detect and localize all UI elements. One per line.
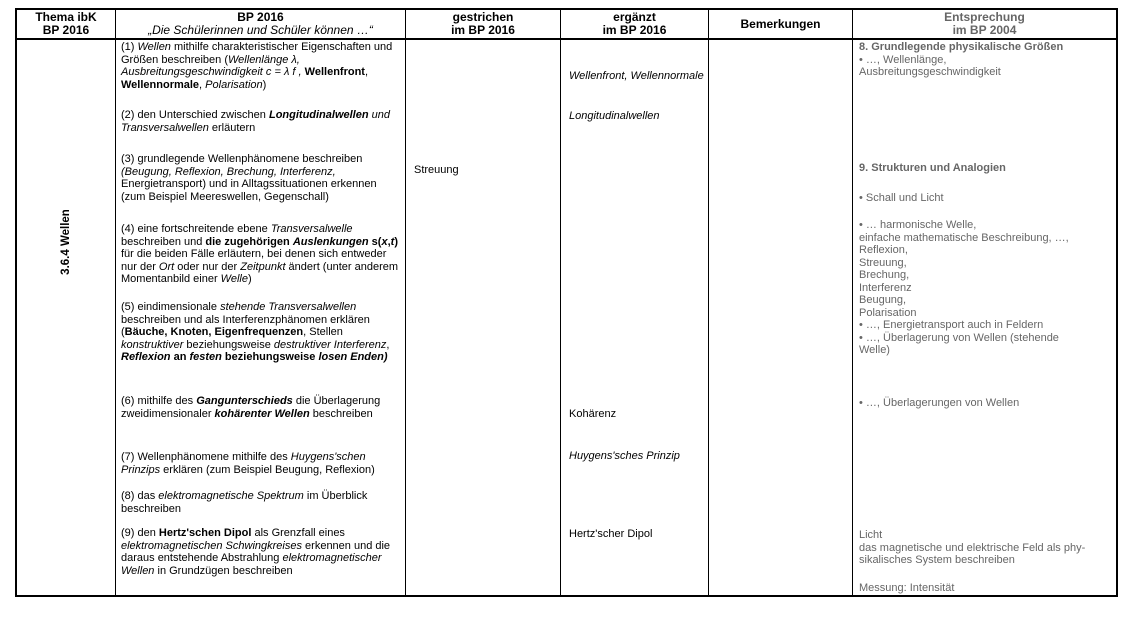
text-segment: (9) den [121, 527, 159, 539]
text-segment: Hertz'schen Dipol [158, 527, 252, 539]
text-segment: als Grenzfall eines [251, 527, 345, 539]
bp2004-line: • …, Wellenlänge, [859, 53, 947, 66]
bp2004-line: Messung: Intensität [859, 582, 955, 594]
text-segment: (1) [121, 41, 138, 53]
text-segment: Auslenkungen [292, 235, 369, 248]
thema-column [17, 40, 115, 595]
text-segment: Wellenlänge λ, Ausbreitungsgeschwindigkeit c = λ f , [121, 53, 302, 78]
header-line: im BP 2004 [952, 23, 1017, 37]
text-segment: ) [247, 273, 252, 285]
header-cell-gestrichen [406, 10, 560, 38]
header-line: gestrichen [452, 10, 514, 24]
text-segment: beschreiben und [121, 235, 206, 248]
header-line: BP 2016 [237, 10, 284, 24]
bp2016-item [121, 109, 401, 134]
header-line: im BP 2016 [451, 23, 515, 37]
text-segment: (4) eine fortschreitende ebene [121, 223, 271, 235]
bp2004-line: • Schall und Licht [859, 192, 944, 204]
bp2004-line: einfache mathematische Beschreibung, …, [859, 231, 1069, 244]
bp2016-column [116, 40, 405, 595]
bp2004-line: 8. Grundlegende physikalische Größen [859, 41, 1064, 53]
text-segment: im Überblick beschreiben [121, 490, 368, 515]
header-line: ergänzt [613, 10, 656, 24]
text-segment: x [381, 235, 388, 248]
bp2004-column [853, 40, 1116, 595]
curriculum-comparison-table [15, 8, 1118, 597]
bp2016-item [121, 490, 401, 515]
header-line: Bemerkungen [740, 16, 821, 31]
header-line: im BP 2016 [602, 23, 667, 37]
header-cell-thema [17, 10, 115, 38]
text-segment: (6) mithilfe des [121, 395, 197, 407]
text-segment: (3) grundlegende Wellenphänomene beschreiben [121, 153, 363, 165]
text-segment: in Grundzügen beschreiben [154, 564, 293, 577]
header-cell-bemerkungen [709, 10, 852, 38]
bp2004-line: Streuung, [859, 256, 907, 269]
text-segment: elektromagnetischen Schwingkreises [121, 539, 302, 552]
text-segment: beziehungsweise [221, 351, 319, 363]
text-segment: elektromagnetischer Wellen [121, 552, 382, 577]
ergaenzt-column [561, 40, 708, 595]
text-segment: , [386, 338, 390, 351]
text-segment: elektromagnetische Spektrum [158, 490, 304, 502]
text-segment: Ort [158, 260, 175, 273]
text-segment: Zeitpunkt [240, 260, 286, 273]
bp2016-item [121, 301, 401, 364]
gestrichen-column [406, 40, 560, 595]
text-segment: die zugehörigen [205, 235, 293, 248]
bp2004-block [859, 529, 1112, 567]
header-cell-entsprechung [853, 10, 1116, 38]
text-segment: , [387, 235, 391, 248]
bp2004-line: Licht [859, 529, 883, 541]
text-segment: mithilfe charakteristischer Eigenschaften und Größen beschreiben ( [121, 41, 393, 66]
text-segment: (7) Wellenphänomene mithilfe des [121, 451, 291, 463]
bp2004-line: • …, Überlagerungen von Wellen [859, 397, 1020, 409]
bp2004-line: Reflexion, [859, 244, 908, 256]
text-segment: an [170, 351, 190, 363]
bp2004-block [859, 41, 1112, 79]
column-entry: Longitudinalwellen [569, 110, 660, 122]
header-subtitle: „Die Schülerinnen und Schüler können …“ [148, 23, 373, 37]
column-entry: Kohärenz [569, 408, 617, 420]
bp2004-block [859, 192, 1112, 205]
text-segment: Reflexion [121, 351, 171, 363]
bp2004-line: 9. Strukturen und Analogien [859, 162, 1006, 174]
text-segment: Wellennormale [121, 78, 200, 91]
text-segment: , [199, 78, 206, 91]
bp2004-block [859, 397, 1112, 410]
text-segment: Gangunterschieds [196, 395, 293, 407]
text-segment: und Transversalwellen [121, 109, 390, 134]
text-segment: beschreiben und als Interferenzphänomen erklären ( [121, 313, 370, 338]
text-segment: destruktiver Interferenz [273, 338, 387, 351]
text-segment: beziehungsweise [183, 338, 274, 351]
column-entry: Wellenfront, Wellennormale [569, 70, 704, 82]
text-segment: oder nur der [174, 260, 241, 273]
bp2016-item [121, 527, 401, 577]
text-segment: erläutern [208, 121, 256, 134]
bp2016-item [121, 395, 401, 420]
text-segment: , [364, 66, 369, 78]
text-segment: (8) das [121, 490, 159, 502]
text-segment: ) [262, 78, 267, 91]
bp2016-item [121, 451, 401, 476]
bp2004-line: Ausbreitungsgeschwindigkeit [859, 66, 1001, 78]
header-line: Entsprechung [944, 10, 1025, 24]
text-segment: (5) eindimensionale [121, 301, 221, 313]
text-segment: Longitudinalwellen [268, 109, 369, 121]
bp2004-block [859, 162, 1112, 175]
text-segment: Welle [220, 273, 248, 285]
text-segment: festen [189, 351, 222, 363]
bp2004-line: • …, Überlagerung von Wellen (stehende [859, 331, 1059, 344]
bp2004-line: Interferenz [859, 281, 912, 294]
text-segment: (2) den Unterschied zwischen [121, 109, 269, 121]
text-segment: konstruktiver [121, 338, 184, 351]
bp2004-line: Beugung, [859, 294, 907, 306]
bp2004-line: • … harmonische Welle, [859, 219, 977, 231]
text-segment: die Überlagerung zweidimensionaler [121, 395, 381, 420]
text-segment: Bäuche, Knoten, Eigenfrequenzen [124, 326, 304, 338]
text-segment: Polarisation [205, 78, 263, 91]
header-cell-ergaenzt [561, 10, 708, 38]
bp2004-line: Welle) [859, 344, 890, 356]
row-label-wellen: 3.6.4 Wellen [59, 209, 72, 275]
bp2004-block [859, 582, 1112, 595]
text-segment: Wellen [137, 41, 171, 53]
text-segment: , Stellen [303, 326, 343, 338]
text-segment: ) [394, 235, 398, 248]
text-segment: Transversalwelle [270, 223, 353, 235]
column-entry: Huygens'sches Prinzip [569, 450, 680, 462]
text-segment: für die beiden Fälle erläutern, bei denen sich entweder nur der [121, 248, 387, 273]
bp2004-line: • …, Energietransport auch in Feldern [859, 319, 1044, 331]
text-segment: erklären (zum Beispiel Beugung, Reflexion) [160, 463, 375, 476]
column-entry: Streuung [414, 164, 459, 176]
header-line: Thema ibK [35, 10, 97, 24]
bp2016-item [121, 223, 401, 286]
text-segment: ändert (unter anderem Momentanbild einer [121, 260, 399, 285]
bp2016-item [121, 41, 401, 91]
text-segment: s( [371, 235, 382, 248]
bp2004-line: Brechung, [859, 269, 910, 281]
header-cell-bp2016 [116, 10, 405, 38]
bp2016-item [121, 153, 401, 203]
bemerkungen-column [709, 40, 852, 595]
bp2004-line: sikalisches System beschreiben [859, 554, 1015, 566]
text-segment: Wellenfront [304, 66, 365, 78]
column-entry: Hertz'scher Dipol [569, 528, 653, 540]
bp2004-line: Polarisation [859, 306, 917, 319]
text-segment: Energietransport) und in Alltagssituationen erkennen (zum Beispiel Meereswellen, Gegenschall) [121, 178, 377, 203]
text-segment: Huygens'schen Prinzips [121, 451, 366, 476]
text-segment: t [390, 235, 395, 248]
bp2004-block [859, 219, 1112, 357]
bp2004-line: das magnetische und elektrische Feld als phy- [859, 541, 1086, 554]
text-segment: losen Enden) [318, 351, 388, 363]
header-line: BP 2016 [42, 23, 90, 37]
text-segment: kohärenter Wellen [214, 407, 310, 420]
text-segment: erkennen und die daraus entstehende Abstrahlung [121, 539, 391, 564]
text-segment: stehende Transversalwellen [220, 301, 357, 313]
text-segment: (Beugung, Reflexion, Brechung, Interferenz, [121, 165, 336, 178]
text-segment: beschreiben [309, 407, 373, 420]
